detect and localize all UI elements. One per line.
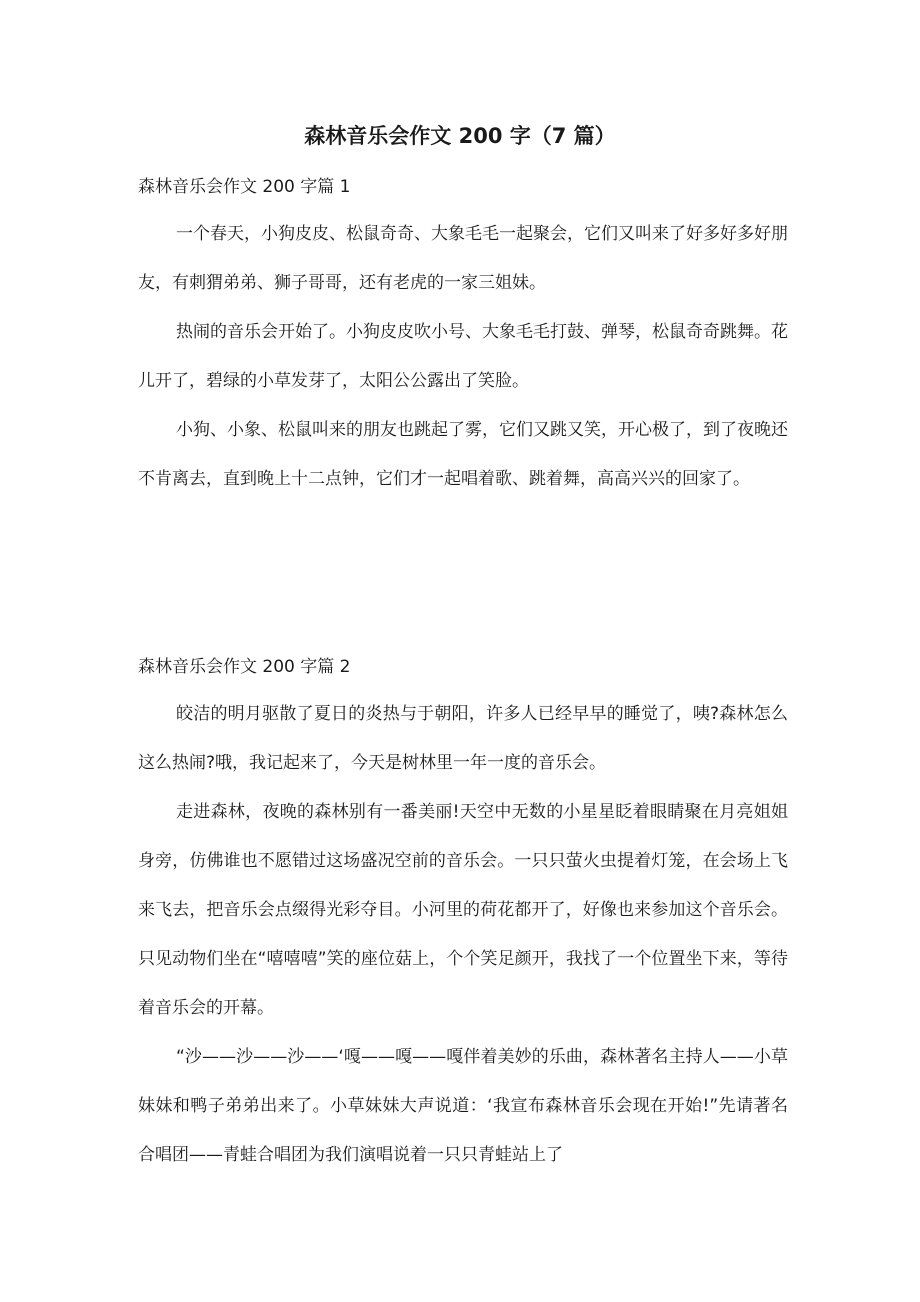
section-heading: 森林音乐会作文 200 字篇 2: [138, 657, 351, 677]
paragraph: 皎洁的明月驱散了夏日的炎热与于朝阳，许多人已经早早的睡觉了，咦?森林怎么这么热闹?哦，我记起来了，今天是树林里一年一度的音乐会。: [138, 704, 788, 773]
paragraph: 热闹的音乐会开始了。小狗皮皮吹小号、大象毛毛打鼓、弹琴，松鼠奇奇跳舞。花儿开了，碧绿的小草发芽了，太阳公公露出了笑脸。: [138, 322, 788, 391]
paragraph: “沙——沙——沙——‘嘎——嘎——嘎伴着美妙的乐曲，森林著名主持人——小草妹妹和鸭子弟弟出来了。小草妹妹大声说道：‘我宣布森林音乐会现在开始!”先请著名合唱团——青蛙合唱团为我们演唱说着一只只青蛙站上了: [138, 1047, 788, 1165]
essay-section-1: [138, 170, 788, 504]
paragraph: 一个春天，小狗皮皮、松鼠奇奇、大象毛毛一起聚会，它们又叫来了好多好多好朋友，有刺猬弟弟、狮子哥哥，还有老虎的一家三姐妹。: [138, 224, 788, 293]
essay-section-2: [138, 650, 788, 1180]
section-heading: 森林音乐会作文 200 字篇 1: [138, 177, 351, 197]
document-title: 森林音乐会作文 200 字（7 篇）: [304, 124, 616, 148]
paragraph: 走进森林，夜晚的森林别有一番美丽!天空中无数的小星星眨着眼睛聚在月亮姐姐身旁，仿佛谁也不愿错过这场盛况空前的音乐会。一只只萤火虫提着灯笼，在会场上飞来飞去，把音乐会点缀得光彩夺目。小河里的荷花都开了，好像也来参加这个音乐会。只见动物们坐在“嘻嘻嘻”笑的座位菇上，个个笑足颜开，我找了一个位置坐下来，等待着音乐会的开幕。: [138, 802, 788, 1018]
paragraph: 小狗、小象、松鼠叫来的朋友也跳起了雾，它们又跳又笑，开心极了，到了夜晚还不肯离去，直到晚上十二点钟，它们才一起唱着歌、跳着舞，高高兴兴的回家了。: [138, 420, 788, 489]
